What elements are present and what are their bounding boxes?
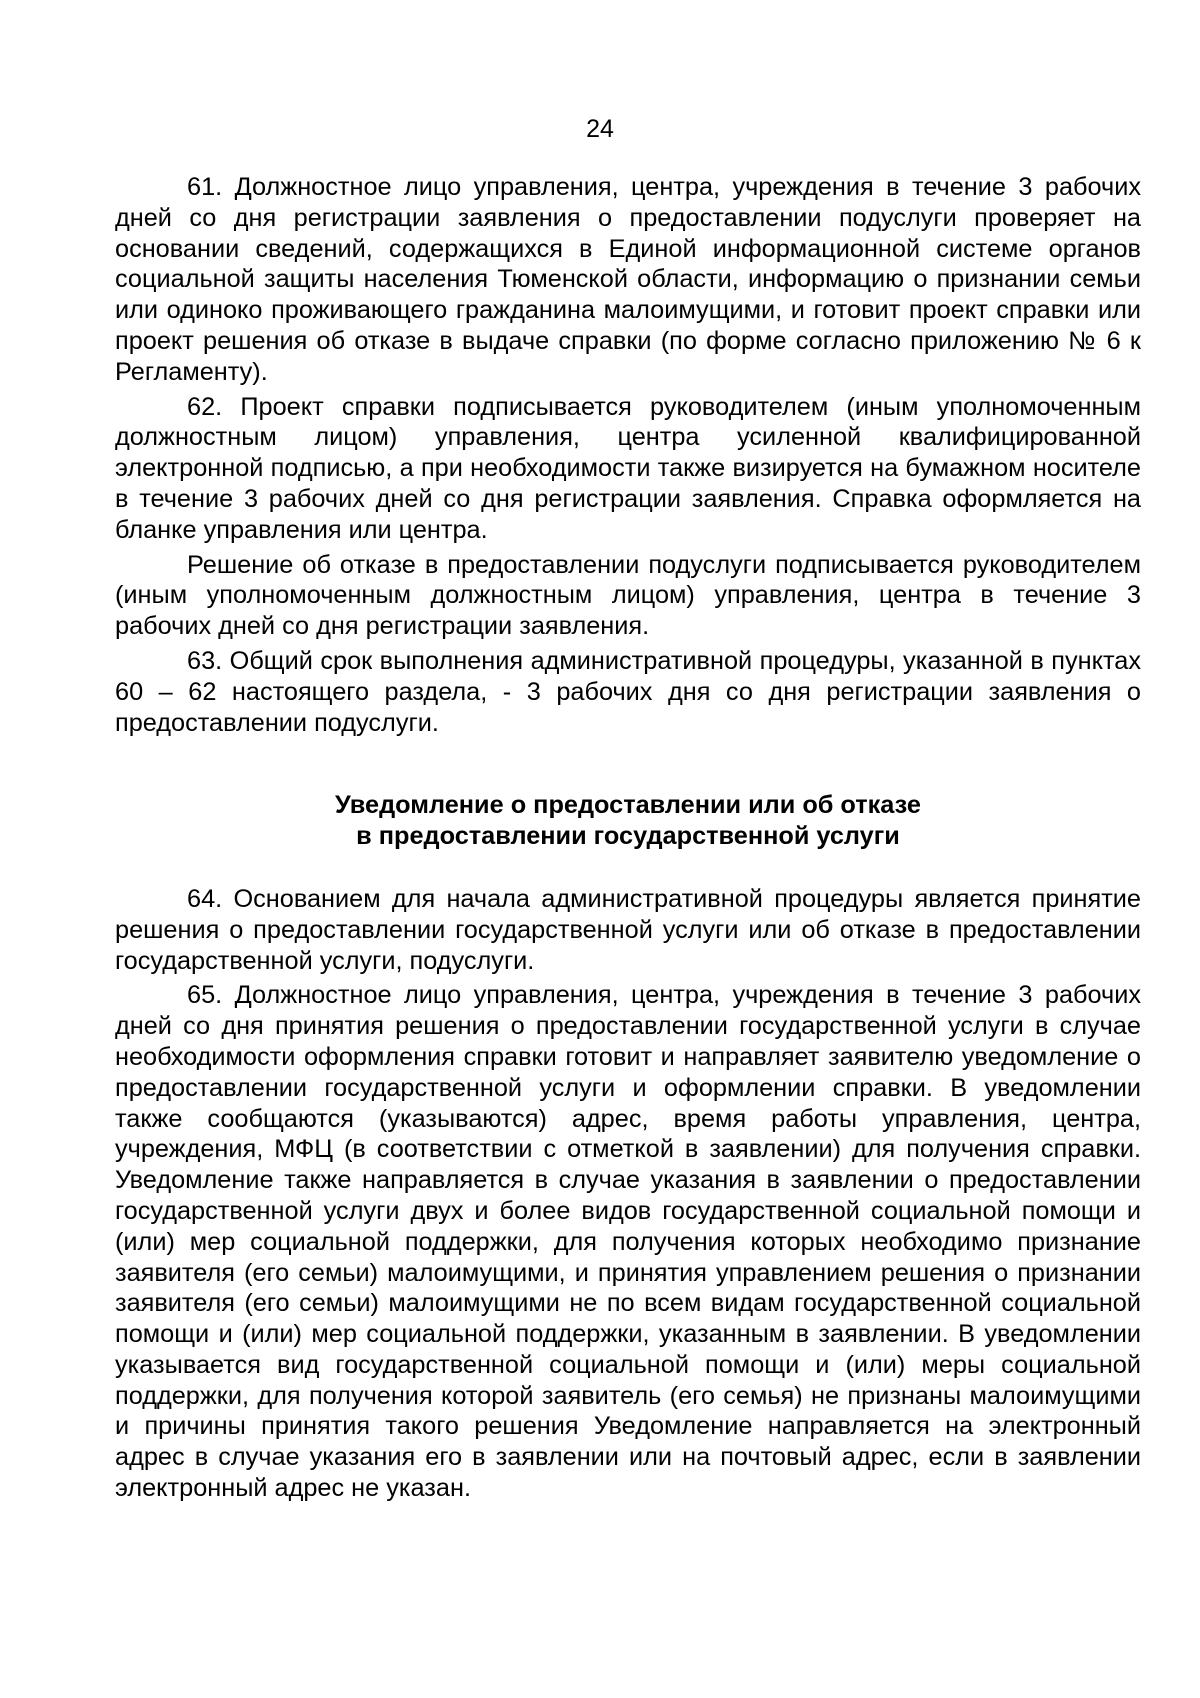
section-heading-line-1: Уведомление о предоставлении или об отказе bbox=[335, 791, 921, 820]
paragraph-63: 63. Общий срок выполнения административной процедуры, указанной в пунктах 60 – 62 настоящего раздела, - 3 рабочих дня со дня регистрации заявления о предоставлении подуслуги. bbox=[115, 646, 1141, 737]
paragraph-62-refusal: Решение об отказе в предоставлении подуслуги подписывается руководителем (иным уполномоченным должностным лицом) управления, центра в течение 3 рабочих дней со дня регистрации заявления. bbox=[115, 550, 1141, 641]
document-body bbox=[115, 172, 1141, 1508]
section-heading bbox=[115, 790, 1141, 852]
page-number: 24 bbox=[586, 115, 614, 143]
paragraph-65: 65. Должностное лицо управления, центра, учреждения в течение 3 рабочих дней со дня принятия решения о предоставлении государственной услуги в случае необходимости оформления справки готовит и направляет заявителю уведомление о предоставлении государственной услуги и оформлении справки. В уведомлении также сообщаются (указываются) адрес, время работы управления, центра, учреждения, МФЦ (в соответствии с отметкой в заявлении) для получения справки. Уведомление также направляется в случае указания в заявлении о предоставлении государственной услуги двух и более видов государственной социальной помощи и (или) мер социальной поддержки, для получения которых необходимо признание заявителя (его семьи) малоимущими, и принятия управлением решения о признании заявителя (его семьи) малоимущими не по всем видам государственной социальной помощи и (или) мер социальной поддержки, указанным в заявлении. В уведомлении указывается вид государственной социальной помощи и (или) меры социальной поддержки, для получения которой заявитель (его семья) не признаны малоимущими и причины принятия такого решения Уведомление направляется на электронный адрес в случае указания его в заявлении или на почтовый адрес, если в заявлении электронный адрес не указан. bbox=[115, 981, 1141, 1503]
paragraph-62: 62. Проект справки подписывается руководителем (иным уполномоченным должностным лицом) управления, центра усиленной квалифицированной электронной подписью, а при необходимости также визируется на бумажном носителе в течение 3 рабочих дней со дня регистрации заявления. Справка оформляется на бланке управления или центра. bbox=[115, 392, 1141, 544]
section-heading-line-2: в предоставлении государственной услуги bbox=[356, 822, 900, 851]
paragraph-64: 64. Основанием для начала административной процедуры является принятие решения о предоставлении государственной услуги или об отказе в предоставлении государственной услуги, подуслуги. bbox=[115, 884, 1141, 975]
paragraph-61: 61. Должностное лицо управления, центра, учреждения в течение 3 рабочих дней со дня регистрации заявления о предоставлении подуслуги проверяет на основании сведений, содержащихся в Единой информационной системе органов социальной защиты населения Тюменской области, информацию о признании семьи или одиноко проживающего гражданина малоимущими, и готовит проект справки или проект решения об отказе в выдаче справки (по форме согласно приложению № 6 к Регламенту). bbox=[115, 173, 1141, 386]
